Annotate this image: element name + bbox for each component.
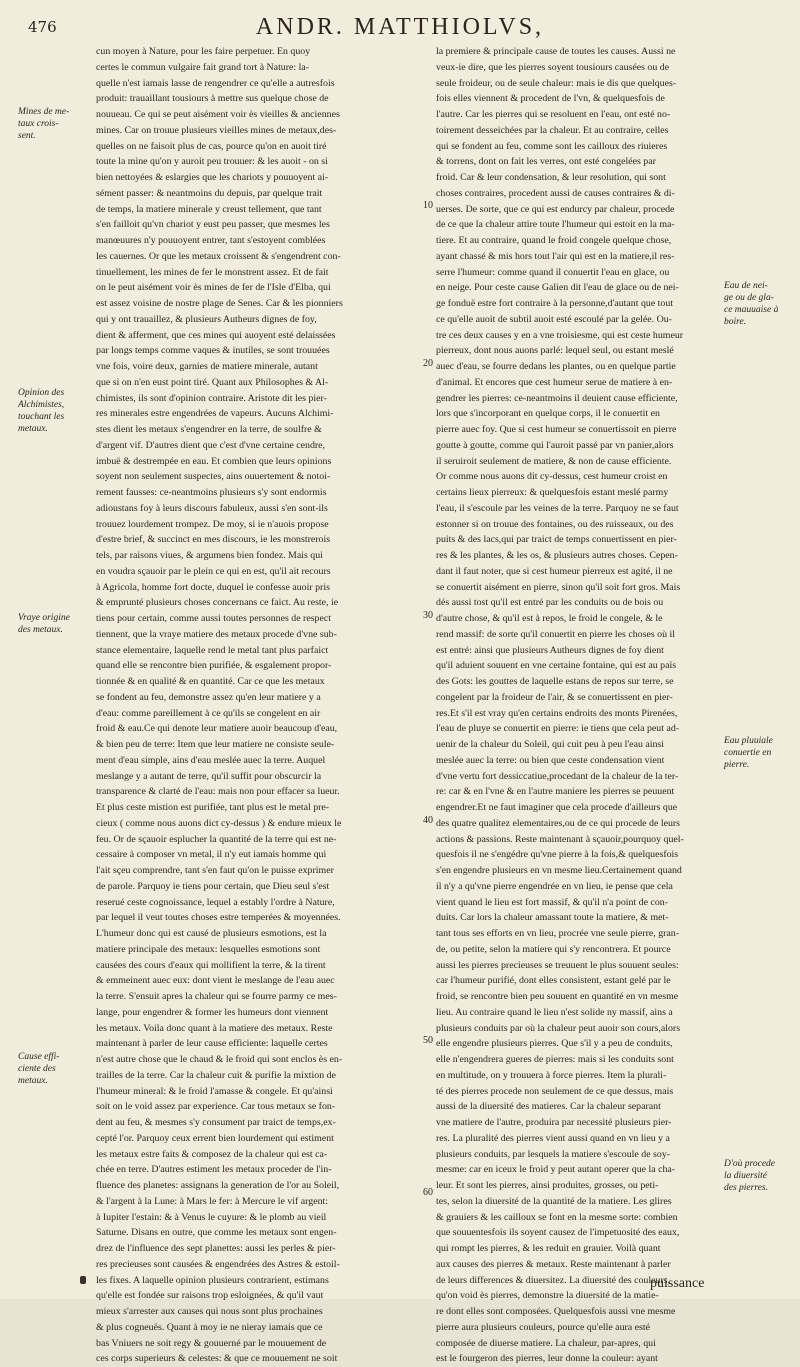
text-line: de ce que la chaleur attire toute l'humeur qui estoit en la ma- bbox=[436, 219, 675, 231]
line-number: 60 bbox=[423, 1187, 433, 1198]
text-line: pierre aura plusieurs couleurs, pource qu'elle aura esté bbox=[436, 1321, 650, 1333]
text-line: aussi les pierres precieuses se treuuent le plus souuent seules: bbox=[436, 959, 679, 971]
margin-note-line: boire. bbox=[724, 317, 747, 327]
text-line: à Agricola, homme fort docte, duquel ie confesse auoir pris bbox=[96, 581, 330, 593]
text-line: ge fonduë estre fort contraire à la personne,d'autant que tout bbox=[436, 298, 674, 309]
text-line: vne matiere de l'autre, produira par necessité plusieurs pier- bbox=[436, 1117, 672, 1128]
text-line: en voudra sçauoir par le plein ce qui en est, qu'il ait recours bbox=[96, 565, 331, 577]
text-line: les cauernes. Or que les metaux croissent & s'engendrent con- bbox=[96, 250, 341, 262]
text-line: certes le commun vulgaire fait grand tort à Nature: la- bbox=[96, 61, 310, 73]
text-line: il n'y a qu'vne pierre engendrée en vn lieu, ie pense que cela bbox=[436, 880, 673, 892]
margin-note-line: ciente des bbox=[18, 1064, 56, 1074]
text-line: seule froideur, ou de seule chaleur: mais ie dis que quelques- bbox=[436, 77, 677, 89]
text-line: que si on n'en eust point tiré. Quant aux Philosophes & Al- bbox=[96, 376, 329, 388]
text-line: d'estre brief, & succinct en mes discours, ie les monstrerois bbox=[96, 534, 331, 546]
text-line: L'humeur donc qui est causé de plusieurs esmotions, est la bbox=[96, 928, 327, 939]
text-line: & emmeinent auec eux: dont vient le meslange de l'eau auec bbox=[96, 975, 335, 987]
text-line: lors que s'incorporant en quelque corps, il le conuertit en bbox=[436, 408, 660, 420]
text-line: en neige. Pour ceste cause Galien dit l'eau de glace ou de nei- bbox=[436, 282, 679, 294]
margin-note-line: Opinion des bbox=[18, 388, 65, 398]
line-number: 50 bbox=[423, 1035, 433, 1046]
text-line: duits. Car lors la chaleur amassant toute la matiere, & met- bbox=[436, 912, 669, 924]
text-line: les fixes. A laquelle opinion plusieurs contrarient, estimans bbox=[96, 1274, 329, 1286]
text-line: choses contraires, procedent aussi de causes contraires & di- bbox=[436, 187, 675, 199]
margin-note-line: metaux. bbox=[18, 424, 48, 434]
text-line: froid & eau.Ce qui denote leur matiere auoir beaucoup d'eau, bbox=[96, 723, 338, 735]
text-line: plusieurs conduits, par lesquels la matiere s'escoule de soy- bbox=[436, 1148, 671, 1160]
text-line: elle engendre plusieurs pierres. Que s'il y a peu de conduits, bbox=[436, 1038, 673, 1050]
text-line: res. La pluralité des pierres vient aussi quand en vn lieu y a bbox=[436, 1132, 670, 1144]
text-line: bien nettoyées & eslargies que les chariots y pouuoyent ai- bbox=[96, 172, 329, 183]
text-line: tiens pour certain, comme aussi toutes personnes de respect bbox=[96, 613, 332, 624]
text-line: tionnée & en qualité & en quantité. Car ce que les metaux bbox=[96, 676, 325, 687]
text-line: congelent par la froideur de l'air, & se conuertissent en pier- bbox=[436, 691, 673, 703]
page-number: 476 bbox=[28, 18, 57, 36]
line-number: 40 bbox=[423, 815, 433, 826]
text-line: matiere principale des metaux: lesquelles esmotions sont bbox=[96, 943, 321, 955]
text-line: res minerales estre engendrées de vapeurs. Aucuns Alchimi- bbox=[96, 408, 334, 420]
ink-smudge bbox=[80, 1276, 86, 1284]
text-line: se conuertit aisément en pierre, sinon qu'il soit fort gros. Mais bbox=[436, 581, 681, 593]
text-line: bas Vniuers ne soit regy & gouuerné par le mouuement de bbox=[96, 1337, 327, 1349]
text-line: manœuures n'y pouuoyent entrer, tant s'estoyent comblées bbox=[96, 235, 326, 246]
right-text-column bbox=[436, 44, 716, 1365]
text-line: chimistes, ils sont d'opinion contraire. Aristote dit les pier- bbox=[96, 392, 327, 404]
margin-note-line: Mines de me- bbox=[18, 107, 70, 117]
text-line: des Gots: les gouttes de laquelle estans de repos sur terre, se bbox=[436, 676, 674, 687]
text-line: res.Et s'il est vray qu'en certains endroits des monts Pirenées, bbox=[436, 707, 678, 719]
text-line: lange, pour engendrer & former les humeurs dont viennent bbox=[96, 1006, 329, 1018]
text-line: qui se fondent au feu, comme sont les cailloux des riuieres bbox=[436, 140, 668, 152]
text-line: par lequel il veut toutes choses estre temperées & moyennées. bbox=[96, 912, 341, 924]
text-line: quesfois il ne s'engédre qu'vne pierre à la fois,& quelquesfois bbox=[436, 849, 679, 861]
text-line: il seruiroit seulement de matiere, & non de cause efficiente. bbox=[436, 455, 672, 467]
text-line: estonner si on trouue des fontaines, ou des ruisseaux, ou des bbox=[436, 518, 674, 530]
text-line: car l'humeur purifié, dont elles consistent, estant gelé par le bbox=[436, 975, 671, 987]
text-line: à Iupiter l'estain: & à Venus le cuyure: & le plomb au vieil bbox=[96, 1211, 327, 1223]
text-line: fois elles viennent & procedent de l'vn, & quelquesfois de bbox=[436, 93, 665, 105]
running-title: ANDR. MATTHIOLVS, bbox=[255, 14, 545, 40]
text-line: lieu. Au contraire quand le lieu n'est solide ny massif, ains a bbox=[436, 1006, 673, 1018]
margin-note-line: ge ou de gla- bbox=[724, 293, 774, 303]
text-line: & bien peu de terre: Item que leur matiere ne consiste seule- bbox=[96, 739, 335, 750]
text-line: tiere. Et au contraire, quand le froid congele quelque chose, bbox=[436, 235, 672, 246]
text-line: tiennent, que la vraye matiere des metaux procede d'vne sub- bbox=[96, 628, 337, 640]
text-line: res & les plantes, & les os, & plusieurs autres choses. Cepen- bbox=[436, 550, 678, 561]
margin-note-line: des metaux. bbox=[18, 625, 63, 635]
text-line: pierreux, dont nous auons parlé: lequel seul, ou estant meslé bbox=[436, 345, 674, 357]
text-line: & l'argent à la Lune: à Mars le fer: à Mercure le vif argent: bbox=[96, 1195, 329, 1207]
text-line: soit on le void assez par experience. Car tous metaux se fon- bbox=[96, 1101, 336, 1113]
text-line: l'ait sçeu comprendre, tant s'en faut qu'on le puisse exprimer bbox=[96, 865, 334, 876]
text-line: qu'elle est fondée sur raisons trop esloignées, & qu'il vaut bbox=[96, 1290, 324, 1302]
text-line: ce qu'elle auoit de subtil auoit esté escoulé par la gelée. Ou- bbox=[436, 313, 672, 325]
margin-note-cause-efficiente bbox=[18, 1051, 80, 1087]
text-line: puits & des lacs,qui par traict de temps conuertissent en pier- bbox=[436, 534, 677, 546]
text-line: toute la mine qu'on y auroit peu trouuer: & les auoit - on si bbox=[96, 156, 328, 168]
margin-note-line: Vraye origine bbox=[18, 613, 70, 623]
margin-note-eau-pluuiale bbox=[724, 735, 786, 771]
margin-note-line: pierre. bbox=[724, 760, 750, 770]
text-line: se fondent au feu, demonstre assez qu'en leur matiere y a bbox=[96, 691, 321, 703]
text-line: de parole. Parquoy ie tiens pour certain, que Dieu seul s'est bbox=[96, 880, 330, 892]
margin-note-line: Alchimistes, bbox=[18, 400, 65, 410]
margin-note-line: touchant les bbox=[18, 412, 65, 422]
text-line: dant il faut noter, que si cest humeur pierreux est agité, il ne bbox=[436, 565, 673, 577]
text-line: mesme: car en iceux le froid y peut autant operer que la cha- bbox=[436, 1164, 676, 1176]
margin-note-alchimistes bbox=[18, 387, 80, 435]
text-line: de, ou petite, selon la matiere qui s'y rencontrera. Et pource bbox=[436, 943, 671, 955]
text-line: d'animal. Et encores que cest humeur serue de matiere à en- bbox=[436, 376, 673, 388]
text-line: d'eau: comme pareillement à ce qu'ils se congelent en air bbox=[96, 707, 321, 719]
text-line: Or comme nous auons dit cy-dessus, cest humeur croist en bbox=[436, 471, 668, 483]
catchword: puissance bbox=[650, 1276, 705, 1291]
text-line: est assez voisine de nostre plage de Senes. Car & les pionniers bbox=[96, 298, 343, 309]
text-line: qui rompt les pierres, & les reduit en grauier. Voilà quant bbox=[436, 1243, 661, 1254]
text-line: aussi de la diuersité des matieres. Car la chaleur separant bbox=[436, 1101, 661, 1113]
text-line: froid, se rencontre bien peu souuent en quantité en vn mesme bbox=[436, 991, 679, 1002]
text-line: actions & passions. Reste maintenant à sçauoir,pourquoy quel- bbox=[436, 833, 684, 845]
text-line: leur. Et sont les pierres, ainsi produites, grosses, ou peti- bbox=[436, 1180, 659, 1191]
text-line: aux causes des pierres & metaux. Reste maintenant à parler bbox=[436, 1258, 671, 1270]
margin-note-line: la diuersité bbox=[724, 1171, 768, 1181]
text-line: & emprunté plusieurs choses concernans ce faict. Au reste, ie bbox=[96, 597, 339, 609]
text-line: la premiere & principale cause de toutes les causes. Aussi ne bbox=[436, 46, 676, 57]
text-line: par longs temps comme vaques & inutiles, se sont trouuées bbox=[96, 345, 330, 357]
margin-note-line: taux crois- bbox=[18, 119, 59, 129]
text-line: trailles de la terre. Car la chaleur cuit & purifie la mixtion de bbox=[96, 1069, 336, 1081]
text-line: plusieurs conduits par où la chaleur peut auoir son cours,alors bbox=[436, 1022, 681, 1034]
margin-note-line: des pierres. bbox=[724, 1183, 768, 1193]
text-line: & torrens, dont on fait les verres, ont esté congelées par bbox=[436, 156, 656, 168]
text-line: on le peut aisément voir ès mines de fer de l'Isle d'Elba, qui bbox=[96, 282, 331, 294]
text-line: de temps, la matiere minerale y creust tellement, que tant bbox=[96, 203, 322, 215]
text-line: mieux s'arrester aux causes qui nous sont plus prochaines bbox=[96, 1306, 323, 1317]
text-line: nouueau. Ce qui se peut aisément voir ès vieilles & anciennes bbox=[96, 109, 340, 120]
text-line: cieux ( comme nous auons dict cy-dessus ) & endure mieux le bbox=[96, 817, 342, 829]
margin-note-line: Eau de nei- bbox=[724, 281, 768, 291]
text-line: quand elle se rencontre bien purifiée, & esgalement propor- bbox=[96, 660, 332, 672]
text-line: s'en failloit qu'vn chariot y eust peu passer, que mesmes les bbox=[96, 219, 330, 231]
text-line: cepté l'or. Parquoy ceux errent bien lourdement qui estiment bbox=[96, 1132, 334, 1144]
text-line: l'autre. Car les pierres qui se resoluent en l'eau, ont esté no- bbox=[436, 109, 671, 120]
text-line: adioustans foy à leurs discours fabuleux, aussi s'en sont-ils bbox=[96, 502, 328, 514]
text-line: drez de l'influence des sept planettes: aussi les perles & pier- bbox=[96, 1243, 336, 1254]
text-line: d'vne vertu fort dessiccatiue,procedant de la chaleur de la ter- bbox=[436, 770, 679, 782]
text-line: d'autre chose, & qu'il est à repos, le froid le congele, & le bbox=[436, 613, 663, 624]
text-line: l'eau de pluye se conuertit en pierre: ie tiens que cela peut ad- bbox=[436, 723, 680, 735]
margin-note-line: metaux. bbox=[18, 1076, 48, 1086]
margin-note-line: Cause effi- bbox=[18, 1052, 60, 1062]
text-line: té des pierres procede non seulement de ce que dessus, mais bbox=[436, 1085, 674, 1097]
text-line: stance elementaire, laquelle rend le metal tant plus parfaict bbox=[96, 644, 329, 656]
text-line: gendrer les pierres: ce-neantmoins il deuient cause efficiente, bbox=[436, 392, 678, 404]
left-text-column bbox=[96, 44, 422, 1365]
text-line: n'est autre chose que le chaud & le froid qui sont enclos ès en- bbox=[96, 1054, 343, 1065]
text-line: & plus cogneuës. Quant à moy ie ne nieray iamais que ce bbox=[96, 1321, 323, 1333]
text-line: l'eau, il s'escoule par les veines de la terre. Parquoy ne se faut bbox=[436, 502, 679, 514]
line-number: 20 bbox=[423, 358, 433, 369]
text-line: veux-ie dire, que les pierres soyent tousiours causées ou de bbox=[436, 61, 670, 73]
text-line: maintenant à parler de leur cause efficiente: laquelle certes bbox=[96, 1038, 328, 1050]
text-line: froid. Car & leur condensation, & leur resolution, qui sont bbox=[436, 172, 666, 183]
text-line: en multitude, on y trouuera à force pierres. Item la plurali- bbox=[436, 1069, 667, 1081]
text-line: qu'il aduient souuent en vne certaine fontaine, qui est au païs bbox=[436, 660, 677, 672]
text-line: re: car & en l'vne & en l'autre maniere les pierres se peuuent bbox=[436, 786, 675, 798]
page-header bbox=[0, 14, 800, 42]
text-line: produit: trauaillant tousiours à mettre sus quelque chose de bbox=[96, 93, 329, 105]
text-line: certains lieux pierreux: & quelquesfois estant meslé parmy bbox=[436, 487, 669, 498]
text-line: feu. Or de sçauoir esplucher la quantité de la terre qui est ne- bbox=[96, 833, 337, 845]
text-line: uenir de la chaleur du Soleil, qui cuit peu à peu l'eau ainsi bbox=[436, 739, 665, 750]
margin-note-diuersite bbox=[724, 1158, 786, 1194]
text-line: tes, selon la diuersité de la quantité de la matiere. Les glires bbox=[436, 1195, 672, 1207]
text-line: composée de diuerse matiere. La chaleur, par-apres, qui bbox=[436, 1337, 656, 1349]
text-line: cessaire à composer vn metal, il n'y eut iamais homme qui bbox=[96, 849, 327, 861]
text-line: res precieuses sont causées & engendrées des Astres & estoil- bbox=[96, 1258, 340, 1270]
text-line: sément passer: & neantmoins du depuis, par quelque trait bbox=[96, 187, 323, 199]
text-line: soyent non seulement suspectes, ains ouuertement & notoi- bbox=[96, 471, 331, 483]
text-line: qui y ont trauaillez, & plusieurs Autheurs dignes de foy, bbox=[96, 313, 317, 325]
margin-note-line: D'où procede bbox=[724, 1159, 776, 1169]
text-line: goutte à goutte, comme qui l'auroit passé par vn panier,alors bbox=[436, 439, 674, 451]
text-line: auec d'eau, se fourre dedans les plantes, ou en quelque partie bbox=[436, 361, 676, 372]
text-line: mines. Car on trouue plusieurs vieilles mines de metaux,des- bbox=[96, 124, 337, 136]
margin-note-mines bbox=[18, 106, 80, 142]
text-line: meslée auec la terre: ou bien que ceste condensation vient bbox=[436, 754, 665, 766]
text-line: tels, par raisons viues, & argumens bien fondez. Mais qui bbox=[96, 550, 323, 561]
text-line: re dont elles sont composées. Quelquesfois aussi vne mesme bbox=[436, 1306, 676, 1317]
text-line: que souuentesfois ils soyent causez de l'impetuosité des eaux, bbox=[436, 1227, 680, 1239]
text-line: uerses. De sorte, que ce qui est endurcy par chaleur, procede bbox=[436, 203, 675, 215]
text-line: fluence des planetes: assignans la generation de l'or au Soleil, bbox=[96, 1180, 340, 1191]
text-line: pierre auec foy. Que si cest humeur se conuertissoit en pierre bbox=[436, 424, 677, 435]
margin-note-vraye-origine bbox=[18, 612, 80, 636]
line-number: 10 bbox=[423, 200, 433, 211]
text-line: quelle n'est iamais lasse de rengendrer ce qu'elle a autresfois bbox=[96, 77, 335, 89]
text-line: qu'on void ès pierres, demonstre la diuersité de la matie- bbox=[436, 1290, 659, 1302]
margin-note-line: ce mauuaise à bbox=[724, 305, 779, 315]
text-line: causées des cours d'eaux qui mollifient la terre, & la tirent bbox=[96, 959, 326, 971]
text-line: l'humeur mineral: & le froid l'amasse & congele. Et qu'ainsi bbox=[96, 1085, 333, 1097]
text-line: meslange y a autant de terre, qu'il suffit pour obscurcir la bbox=[96, 770, 322, 782]
text-line: serre l'humeur: comme quand il conuertit l'eau en glace, ou bbox=[436, 266, 670, 278]
margin-note-eau-neige bbox=[724, 280, 786, 328]
text-line: les metaux. Voila donc quant à la matiere des metaux. Reste bbox=[96, 1022, 333, 1034]
text-line: stes dient les metaux s'engendrer en la terre, de soulfre & bbox=[96, 424, 322, 435]
text-line: & grauiers & les cailloux se font en la mesme sorte: combien bbox=[436, 1211, 678, 1223]
text-line: de leurs differences & diuersitez. La diuersité des couleurs, bbox=[436, 1274, 670, 1286]
text-line: toirement desseichées par la chaleur. Et au contraire, celles bbox=[436, 124, 669, 136]
text-line: les metaux estre faits & composez de la chaleur qui est ca- bbox=[96, 1148, 328, 1160]
text-line: trouuez lourdement trompez. De moy, si ie n'auois propose bbox=[96, 518, 329, 530]
text-line: tinuellement, les mines de fer le monstrent assez. Et de fait bbox=[96, 266, 329, 278]
line-number: 30 bbox=[423, 610, 433, 621]
text-line: dent au feu, & mesmes s'y consument par traict de temps,ex- bbox=[96, 1117, 336, 1128]
text-line: dés aussi tost qu'il est entré par les conduits ou de bois ou bbox=[436, 597, 664, 609]
text-line: d'argent vif. D'autres dient que c'est d'vne certaine cendre, bbox=[96, 439, 326, 451]
text-line: tre ces deux causes y en a vne troisiesme, qui est ceste humeur bbox=[436, 329, 684, 341]
text-line: s'en engendre plusieurs en vn mesme lieu.Certainement quand bbox=[436, 865, 682, 876]
margin-note-line: Eau pluuiale bbox=[724, 736, 773, 746]
text-line: engendrer.Et ne faut imaginer que cela procede d'ailleurs que bbox=[436, 802, 678, 813]
text-line: elle n'engendrera gueres de pierres: mais si les conduits sont bbox=[436, 1054, 674, 1065]
text-line: vne fois, voire deux, garnies de matiere minerale, autant bbox=[96, 361, 318, 372]
text-line: Saturne. Disans en outre, que comme les metaux sont engen- bbox=[96, 1227, 337, 1239]
text-line: la terre. S'ensuit apres la chaleur qui se fourre parmy ce mes- bbox=[96, 991, 337, 1002]
text-line: ment d'eau simple, ains d'eau meslée auec la terre. Auquel bbox=[96, 754, 326, 766]
text-line: ces corps superieurs & celestes: & que ce mouuement ne soit bbox=[96, 1353, 338, 1365]
text-line: quelles on ne faisoit plus de cas, pource qu'on en auoit tiré bbox=[96, 140, 327, 152]
text-line: est entré: ainsi que plusieurs Autheurs dignes de foy dient bbox=[436, 644, 664, 656]
text-line: rement fausses: ce-neantmoins plusieurs s'y sont endormis bbox=[96, 487, 327, 498]
text-line: est le fourgeron des pierres, leur donne la couleur: ayant bbox=[436, 1353, 658, 1365]
text-line: Et plus ceste mistion est purifiée, tant plus est le metal pre- bbox=[96, 802, 330, 813]
text-line: imbuë & destrempée en eau. Et combien que leurs opinions bbox=[96, 455, 332, 467]
margin-note-line: conuertie en bbox=[724, 748, 772, 758]
text-line: transparence & clarté de l'eau: mais non pour effacer sa lueur. bbox=[96, 786, 340, 798]
text-line: chée en terre. D'autres estiment les metaux proceder de l'in- bbox=[96, 1164, 332, 1176]
text-line: reserué ceste cognoissance, lequel a estably l'ordre à Nature, bbox=[96, 896, 335, 908]
text-line: cun moyen à Nature, pour les faire perpetuer. En quoy bbox=[96, 46, 311, 57]
margin-note-line: sent. bbox=[18, 131, 36, 141]
text-line: tant tous ses efforts en vn lieu, procrée vne seule pierre, gran- bbox=[436, 928, 680, 939]
text-line: ayant chassé & mis hors tout l'air qui est en la matiere,il res- bbox=[436, 250, 675, 262]
text-line: rend massif: de sorte qu'il conuertit en pierre les choses où il bbox=[436, 628, 675, 640]
text-line: dient & afferment, que ces mines qui auoyent esté delaissées bbox=[96, 329, 336, 341]
text-line: des quatre qualitez elementaires,ou de ce qui procede de leurs bbox=[436, 817, 681, 829]
text-line: vient quand le lieu est fort massif, & qu'il n'a point de con- bbox=[436, 896, 669, 908]
